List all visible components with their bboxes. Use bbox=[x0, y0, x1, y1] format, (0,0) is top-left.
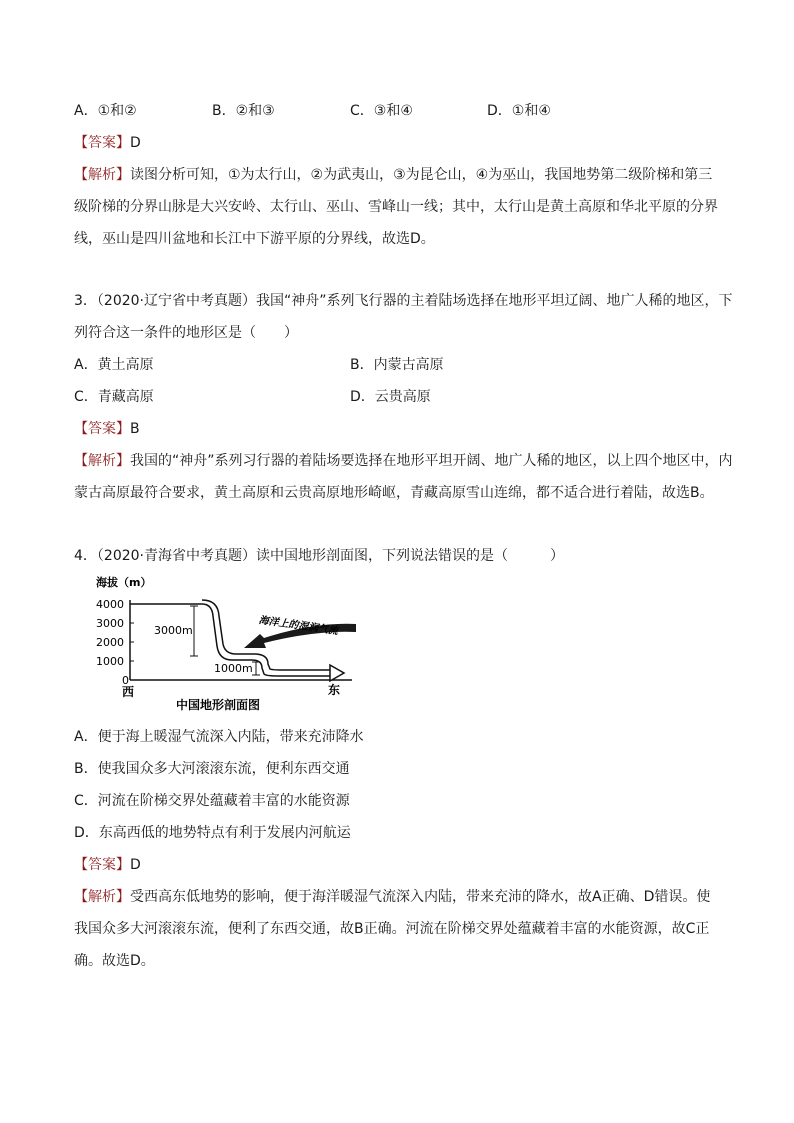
q3-option-a: A．黄土高原 bbox=[74, 357, 154, 373]
q4-option-b: B．使我国众多大河滚滚东流，便利东西交通 bbox=[74, 761, 350, 777]
q3-analysis-line-1 bbox=[74, 451, 733, 471]
q4-answer-line bbox=[74, 855, 141, 875]
q2-analysis-line-2: 级阶梯的分界山脉是大兴安岭、太行山、巫山、雪峰山一线；其中，太行山是黄土高原和华北平原的分界 bbox=[74, 199, 718, 215]
answer-tag: 【答案】 bbox=[74, 857, 130, 873]
answer-value: B bbox=[130, 421, 140, 437]
q4-analysis-line-3: 确。故选D。 bbox=[74, 953, 155, 969]
analysis-tag: 【解析】 bbox=[74, 167, 130, 183]
q4-option-d: D．东高西低的地势特点有利于发展内河航运 bbox=[74, 825, 351, 841]
analysis-text: 读图分析可知，①为太行山，②为武夷山，③为昆仑山，④为巫山，我国地势第二级阶梯和第三 bbox=[130, 167, 713, 183]
west-label: 西 bbox=[122, 685, 135, 699]
drop-label-3000: 3000m bbox=[154, 624, 193, 637]
q3-option-c: C．青藏高原 bbox=[74, 389, 154, 405]
y-tick-label: 1000 bbox=[96, 655, 124, 668]
q2-option-a: A．①和② bbox=[74, 103, 137, 119]
y-axis-title: 海拔（m） bbox=[96, 576, 152, 589]
answer-value: D bbox=[130, 857, 141, 873]
answer-tag: 【答案】 bbox=[74, 421, 130, 437]
airflow-label: 海洋上的湿润气流 bbox=[257, 615, 339, 638]
q3-option-d: D．云贵高原 bbox=[350, 389, 431, 405]
q3-stem-line-1: 3．（2020·辽宁省中考真题）我国“神舟”系列飞行器的主着陆场选择在地形平坦辽阔、地广人稀的地区，下 bbox=[74, 293, 733, 309]
answer-tag: 【答案】 bbox=[74, 135, 130, 151]
terrain-profile-figure bbox=[94, 576, 362, 712]
q2-answer-line bbox=[74, 133, 141, 153]
q3-option-b: B．内蒙古高原 bbox=[350, 357, 444, 373]
q2-analysis-line-1 bbox=[74, 165, 712, 185]
terrain-profile-inner bbox=[202, 600, 332, 670]
flow-arrow-head bbox=[330, 665, 344, 681]
q4-option-c: C．河流在阶梯交界处蕴藏着丰富的水能资源 bbox=[74, 793, 350, 809]
figure-caption: 中国地形剖面图 bbox=[176, 698, 261, 712]
q4-stem: 4．（2020·青海省中考真题）读中国地形剖面图，下列说法错误的是（ ） bbox=[74, 548, 564, 564]
east-label: 东 bbox=[328, 683, 341, 697]
analysis-text: 受西高东低地势的影响，便于海洋暖湿气流深入内陆，带来充沛的降水，故A正确、D错误。使 bbox=[130, 889, 711, 905]
q3-answer-line bbox=[74, 419, 140, 439]
y-tick-label: 3000 bbox=[96, 617, 124, 630]
analysis-tag: 【解析】 bbox=[74, 889, 130, 905]
q2-analysis-line-3: 线，巫山是四川盆地和长江中下游平原的分界线，故选D。 bbox=[74, 231, 435, 247]
q4-option-a: A．便于海上暖湿气流深入内陆，带来充沛降水 bbox=[74, 729, 364, 745]
analysis-tag: 【解析】 bbox=[74, 453, 130, 469]
q4-analysis-line-1 bbox=[74, 887, 710, 907]
y-tick-label: 2000 bbox=[96, 636, 124, 649]
q3-stem-line-2: 列符合这一条件的地形区是（ ） bbox=[74, 325, 298, 341]
analysis-text: 我国的“神舟”系列习行器的着陆场要选择在地形平坦开阔、地广人稀的地区，以上四个地区中，内 bbox=[130, 453, 733, 469]
terrain-profile-diagram bbox=[94, 576, 362, 712]
q2-option-c: C．③和④ bbox=[350, 103, 413, 119]
q4-analysis-line-2: 我国众多大河滚滚东流，便利了东西交通，故B正确。河流在阶梯交界处蕴藏着丰富的水能资源，故C正 bbox=[74, 921, 710, 937]
y-tick-label: 0 bbox=[122, 674, 129, 687]
q3-analysis-line-2: 蒙古高原最符合要求，黄土高原和云贵高原地形崎岖，青藏高原雪山连绵，都不适合进行着陆，故选B。 bbox=[74, 485, 714, 501]
y-tick-label: 4000 bbox=[96, 598, 124, 611]
answer-value: D bbox=[130, 135, 141, 151]
q2-option-d: D．①和④ bbox=[487, 103, 551, 119]
drop-label-1000: 1000m bbox=[214, 662, 253, 675]
q2-option-b: B．②和③ bbox=[212, 103, 275, 119]
